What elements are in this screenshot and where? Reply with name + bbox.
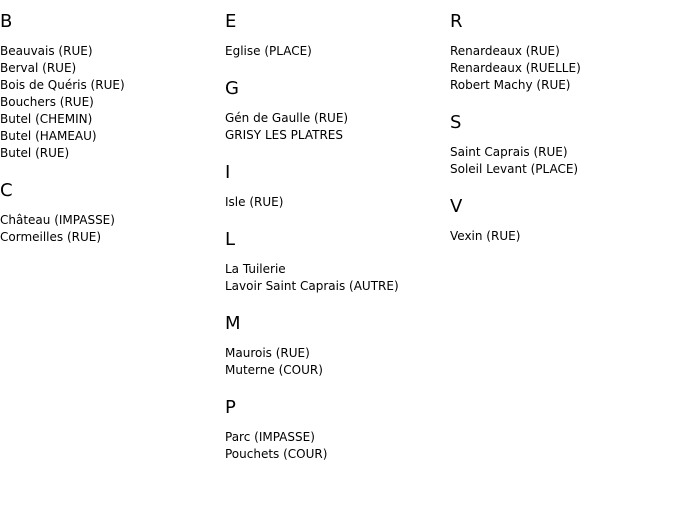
street-list <box>450 228 670 245</box>
street-link[interactable]: Butel (HAMEAU) <box>0 129 97 143</box>
index-column-2 <box>225 10 445 480</box>
letter-heading: C <box>0 180 13 201</box>
street-link[interactable]: Berval (RUE) <box>0 61 77 75</box>
street-list <box>450 144 670 178</box>
street-link[interactable]: Bois de Quéris (RUE) <box>0 78 125 92</box>
street-link[interactable]: Pouchets (COUR) <box>225 447 328 461</box>
street-link[interactable]: Beauvais (RUE) <box>0 44 93 58</box>
street-link[interactable]: Isle (RUE) <box>225 195 284 209</box>
index-column-3 <box>450 10 670 262</box>
letter-heading: R <box>450 11 463 32</box>
street-link[interactable]: Vexin (RUE) <box>450 229 521 243</box>
street-list <box>0 43 220 162</box>
street-list <box>450 43 670 94</box>
street-link[interactable]: Lavoir Saint Caprais (AUTRE) <box>225 279 399 293</box>
street-link[interactable]: Butel (RUE) <box>0 146 70 160</box>
letter-heading: B <box>0 11 13 32</box>
letter-group <box>450 195 670 245</box>
street-list <box>225 261 445 295</box>
street-link[interactable]: Cormeilles (RUE) <box>0 230 102 244</box>
street-link[interactable]: La Tuilerie <box>225 262 286 276</box>
street-link[interactable]: Eglise (PLACE) <box>225 44 312 58</box>
street-list <box>0 212 220 246</box>
letter-group <box>225 77 445 144</box>
letter-heading: L <box>225 229 236 250</box>
letter-heading: E <box>225 11 237 32</box>
street-list <box>225 43 445 60</box>
street-link[interactable]: Butel (CHEMIN) <box>0 112 93 126</box>
letter-group <box>225 396 445 463</box>
street-link[interactable]: Soleil Levant (PLACE) <box>450 162 579 176</box>
street-list <box>225 429 445 463</box>
street-link[interactable]: Parc (IMPASSE) <box>225 430 315 444</box>
letter-heading: G <box>225 78 239 99</box>
letter-group <box>0 10 220 162</box>
letter-heading: S <box>450 112 462 133</box>
letter-group <box>225 161 445 211</box>
letter-heading: P <box>225 397 236 418</box>
street-list <box>225 194 445 211</box>
letter-heading: I <box>225 162 231 183</box>
street-link[interactable]: Renardeaux (RUE) <box>450 44 560 58</box>
street-link[interactable]: Saint Caprais (RUE) <box>450 145 568 159</box>
letter-heading: M <box>225 313 241 334</box>
street-link[interactable]: Robert Machy (RUE) <box>450 78 571 92</box>
street-link[interactable]: Maurois (RUE) <box>225 346 310 360</box>
letter-heading: V <box>450 196 463 217</box>
street-link[interactable]: GRISY LES PLATRES <box>225 128 343 142</box>
letter-group <box>450 10 670 94</box>
street-link[interactable]: Gén de Gaulle (RUE) <box>225 111 349 125</box>
street-link[interactable]: Renardeaux (RUELLE) <box>450 61 581 75</box>
letter-group <box>225 312 445 379</box>
street-link[interactable]: Château (IMPASSE) <box>0 213 115 227</box>
street-list <box>225 345 445 379</box>
letter-group <box>450 111 670 178</box>
street-list <box>225 110 445 144</box>
letter-group <box>0 179 220 246</box>
letter-group <box>225 228 445 295</box>
letter-group <box>225 10 445 60</box>
street-link[interactable]: Bouchers (RUE) <box>0 95 94 109</box>
street-link[interactable]: Muterne (COUR) <box>225 363 323 377</box>
index-column-1 <box>0 10 220 263</box>
